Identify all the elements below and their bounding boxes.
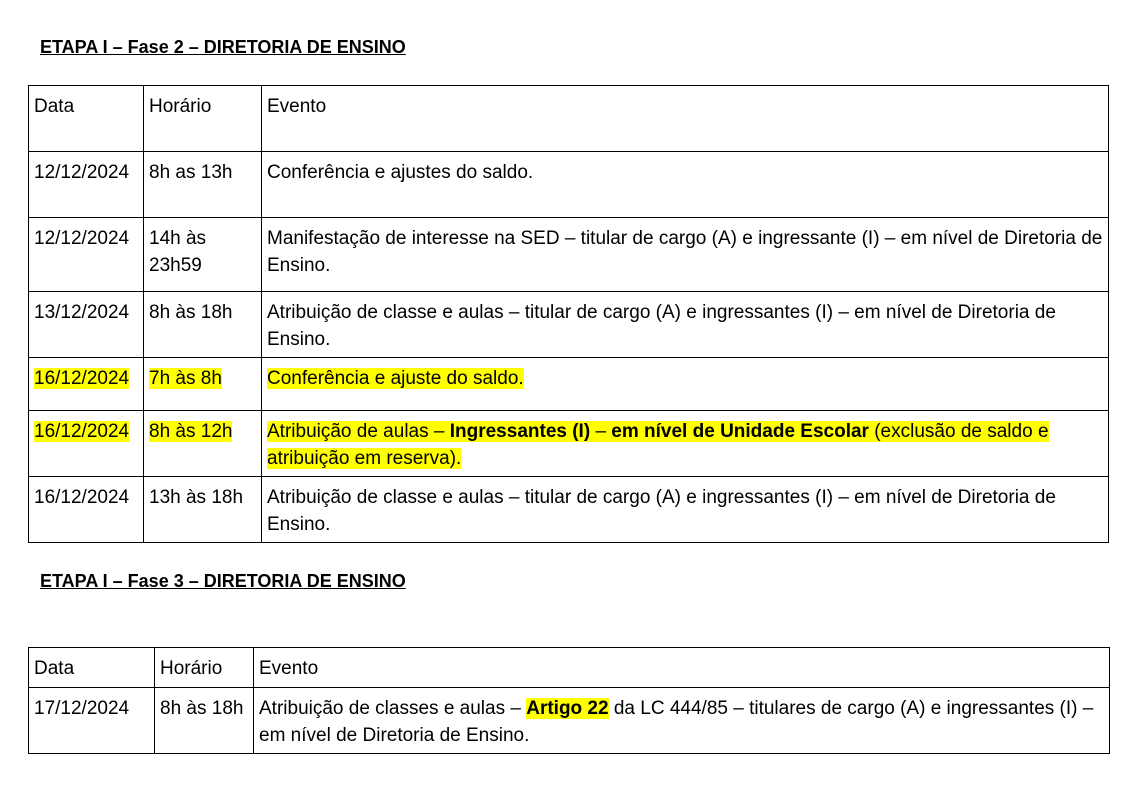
column-header-horario: Horário [155,648,254,688]
event-cell: Atribuição de classe e aulas – titular de cargo (A) e ingressantes (I) – em nível de Diretoria de Ensino. [262,477,1109,543]
column-header-data: Data [29,86,144,152]
schedule-table-fase-2 [28,85,1109,543]
time-cell [144,358,262,411]
table-header-row [29,86,1109,152]
section-heading-fase-2: ETAPA I – Fase 2 – DIRETORIA DE ENSINO [40,37,406,57]
table-row [29,477,1109,543]
column-header-horario: Horário [144,86,262,152]
time-cell: 14h às 23h59 [144,218,262,292]
date-cell: 12/12/2024 [29,218,144,292]
event-text: Atribuição de aulas – [267,421,450,442]
event-cell: Manifestação de interesse na SED – titular de cargo (A) e ingressante (I) – em nível de Diretoria de Ensino. [262,218,1109,292]
time-cell: 8h às 18h [155,688,254,754]
event-cell [262,411,1109,477]
highlighted-time: 7h às 8h [149,368,222,389]
event-bold-artigo-22: Artigo 22 [526,698,609,719]
highlighted-date: 16/12/2024 [34,368,130,389]
event-text: (exclusão de saldo e atribuição em reserva). [267,421,1049,469]
event-bold-ingressantes: Ingressantes (I) [449,421,591,442]
time-cell: 8h às 18h [144,292,262,358]
event-cell [262,358,1109,411]
table-row [29,292,1109,358]
event-text: da LC 444/85 – titulares de cargo (A) e ingressantes (I) – em nível de Diretoria de Ensino. [259,698,1094,746]
table-row [29,152,1109,218]
date-cell: 12/12/2024 [29,152,144,218]
event-text: Atribuição de classes e aulas – [259,698,527,719]
table-header-row [29,648,1110,688]
column-header-evento: Evento [254,648,1110,688]
highlighted-event: Conferência e ajuste do saldo. [267,368,524,389]
highlighted-time: 8h às 12h [149,421,233,442]
table-row-highlighted [29,411,1109,477]
time-cell: 13h às 18h [144,477,262,543]
event-cell: Conferência e ajustes do saldo. [262,152,1109,218]
section-heading-fase-3: ETAPA I – Fase 3 – DIRETORIA DE ENSINO [40,571,406,591]
column-header-data: Data [29,648,155,688]
schedule-table-fase-3 [28,647,1110,754]
date-cell: 17/12/2024 [29,688,155,754]
event-cell: Atribuição de classe e aulas – titular de cargo (A) e ingressantes (I) – em nível de Diretoria de Ensino. [262,292,1109,358]
highlighted-event [267,421,1049,469]
table-row-highlighted [29,358,1109,411]
table-row [29,688,1110,754]
event-cell [254,688,1110,754]
date-cell [29,411,144,477]
table-row [29,218,1109,292]
event-bold-unidade-escolar: em nível de Unidade Escolar [611,421,869,442]
highlighted-date: 16/12/2024 [34,421,130,442]
column-header-evento: Evento [262,86,1109,152]
event-text: – [590,421,612,442]
date-cell: 13/12/2024 [29,292,144,358]
time-cell [144,411,262,477]
time-cell: 8h as 13h [144,152,262,218]
date-cell [29,358,144,411]
date-cell: 16/12/2024 [29,477,144,543]
